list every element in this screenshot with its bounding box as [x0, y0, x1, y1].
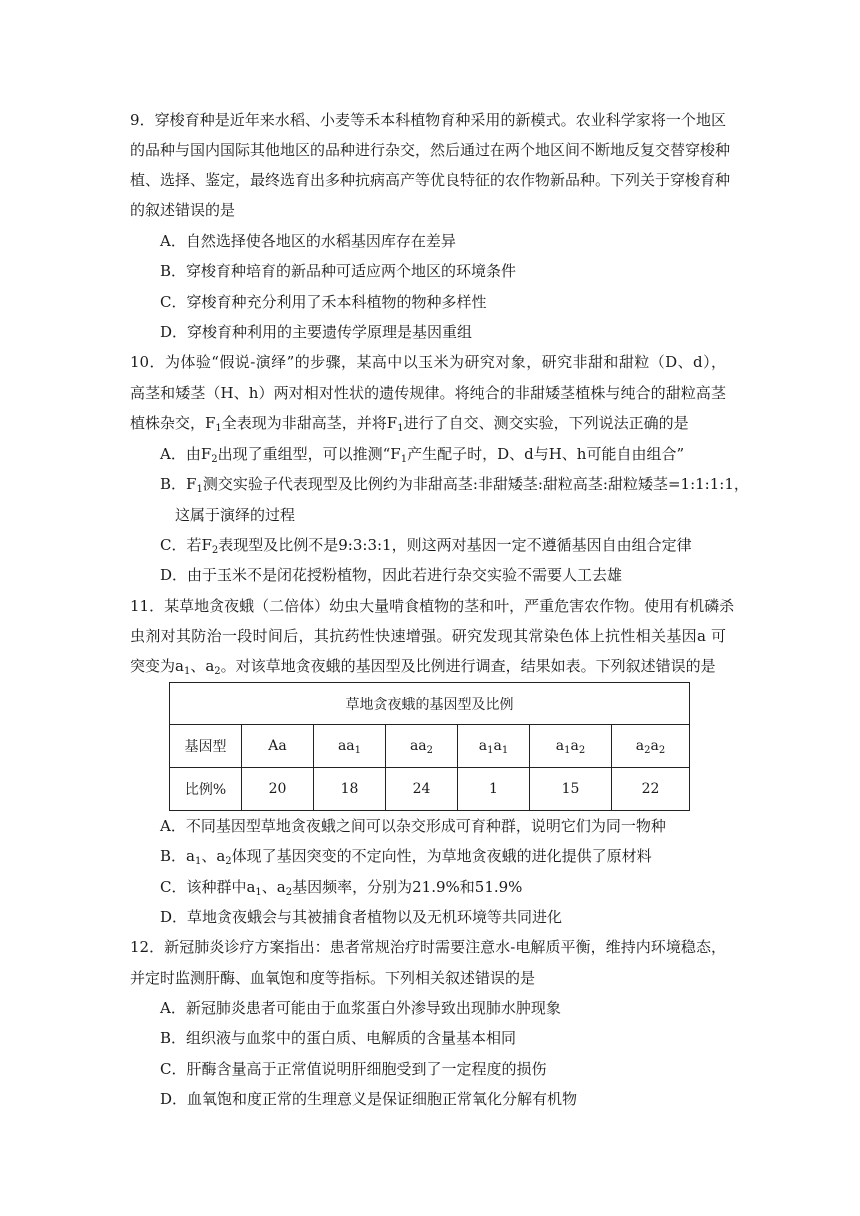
q11-option-c: C．该种群中$a_1$、$a_2$基因频率，分别为21.9%和51.9% — [160, 878, 523, 898]
q10-option-c: C．若$F_2$表现型及比例不是9:3:3:1，则这两对基因一定不遵循基因自由组合定律 — [160, 536, 692, 556]
q12-option-c: C．肝酶含量高于正常值说明肝细胞受到了一定程度的损伤 — [160, 1060, 547, 1078]
row-label-percent: 比例% — [170, 768, 242, 811]
q12-option-d: D．血氧饱和度正常的生理意义是保证细胞正常氧化分解有机物 — [160, 1090, 578, 1108]
genotype-cell: $a_1a_1$ — [458, 725, 530, 768]
q11-stem-line-1: 11．某草地贪夜蛾（二倍体）幼虫大量啃食植物的茎和叶，严重危害农作物。使用有机磷杀 — [130, 597, 735, 615]
genotype-cell: $a_2a_2$ — [612, 725, 690, 768]
q10-option-b-continuation: 这属于演绎的过程 — [175, 506, 296, 524]
table-row-genotype — [170, 725, 690, 768]
q10-stem-line-3: 植株杂交，$F_1$全表现为非甜高茎，并将$F_1$进行了自交、测交实验，下列说法正确的是 — [130, 414, 689, 434]
genotype-table — [169, 682, 690, 811]
q11-option-b: B．$a_1$、$a_2$体现了基因突变的不定向性，为草地贪夜蛾的进化提供了原材料 — [160, 847, 652, 867]
table-row-percent — [170, 768, 690, 811]
percent-cell: 24 — [386, 768, 458, 811]
q10-option-a: A．由$F_2$出现了重组型，可以推测“$F_1$产生配子时，D、d与H、h可能自由组合” — [160, 445, 685, 465]
row-label-genotype: 基因型 — [170, 725, 242, 768]
q12-stem-line-2: 并定时监测肝酶、血氧饱和度等指标。下列相关叙述错误的是 — [130, 969, 536, 987]
q10-option-b: B．$F_1$测交实验子代表现型及比例约为非甜高茎:非甜矮茎:甜粒高茎:甜粒矮茎=1:1:1:1， — [160, 475, 749, 495]
genotype-cell: Aa — [242, 725, 314, 768]
q9-stem-line-4: 的叙述错误的是 — [130, 201, 236, 219]
q12-stem-line-1: 12．新冠肺炎诊疗方案指出：患者常规治疗时需要注意水-电解质平衡，维持内环境稳态， — [130, 938, 726, 956]
q11-stem-line-3: 突变为$a_1$、$a_2$。对该草地贪夜蛾的基因型及比例进行调查，结果如表。下列叙述错误的是 — [130, 657, 716, 677]
q9-stem-line-3: 植、选择、鉴定，最终选育出多种抗病高产等优良特征的农作物新品种。下列关于穿梭育种 — [130, 171, 731, 189]
table-title: 草地贪夜蛾的基因型及比例 — [170, 683, 690, 725]
percent-cell: 15 — [530, 768, 612, 811]
genotype-cell: $a_1a_2$ — [530, 725, 612, 768]
q10-option-d: D．由于玉米不是闭花授粉植物，因此若进行杂交实验不需要人工去雄 — [160, 566, 623, 584]
q11-option-d: D．草地贪夜蛾会与其被捕食者植物以及无机环境等共同进化 — [160, 908, 563, 926]
genotype-cell: $aa_1$ — [314, 725, 386, 768]
q9-option-b: B．穿梭育种培育的新品种可适应两个地区的环境条件 — [160, 262, 517, 280]
q9-option-d: D．穿梭育种利用的主要遗传学原理是基因重组 — [160, 323, 473, 341]
percent-cell: 20 — [242, 768, 314, 811]
genotype-cell: $aa_2$ — [386, 725, 458, 768]
q9-stem-line-1: 9．穿梭育种是近年来水稻、小麦等禾本科植物育种采用的新模式。农业科学家将一个地区 — [130, 111, 726, 129]
percent-cell: 18 — [314, 768, 386, 811]
q9-stem-line-2: 的品种与国内国际其他地区的品种进行杂交，然后通过在两个地区间不断地反复交替穿梭种 — [130, 141, 731, 159]
percent-cell: 22 — [612, 768, 690, 811]
q10-stem-line-2: 高茎和矮茎（H、h）两对相对性状的遗传规律。将纯合的非甜矮茎植株与纯合的甜粒高茎 — [130, 384, 726, 402]
q9-option-a: A．自然选择使各地区的水稻基因库存在差异 — [160, 232, 456, 250]
q9-option-c: C．穿梭育种充分利用了禾本科植物的物种多样性 — [160, 293, 487, 311]
q11-option-a: A．不同基因型草地贪夜蛾之间可以杂交形成可育种群，说明它们为同一物种 — [160, 817, 666, 835]
q12-option-a: A．新冠肺炎患者可能由于血浆蛋白外渗导致出现肺水肿现象 — [160, 999, 561, 1017]
q12-option-b: B．组织液与血浆中的蛋白质、电解质的含量基本相同 — [160, 1029, 517, 1047]
percent-cell: 1 — [458, 768, 530, 811]
q11-stem-line-2: 虫剂对其防治一段时间后，其抗药性快速增强。研究发现其常染色体上抗性相关基因a 可 — [130, 627, 726, 645]
q10-stem-line-1: 10．为体验“假说-演绎”的步骤，某高中以玉米为研究对象，研究非甜和甜粒（D、d）， — [130, 353, 726, 371]
